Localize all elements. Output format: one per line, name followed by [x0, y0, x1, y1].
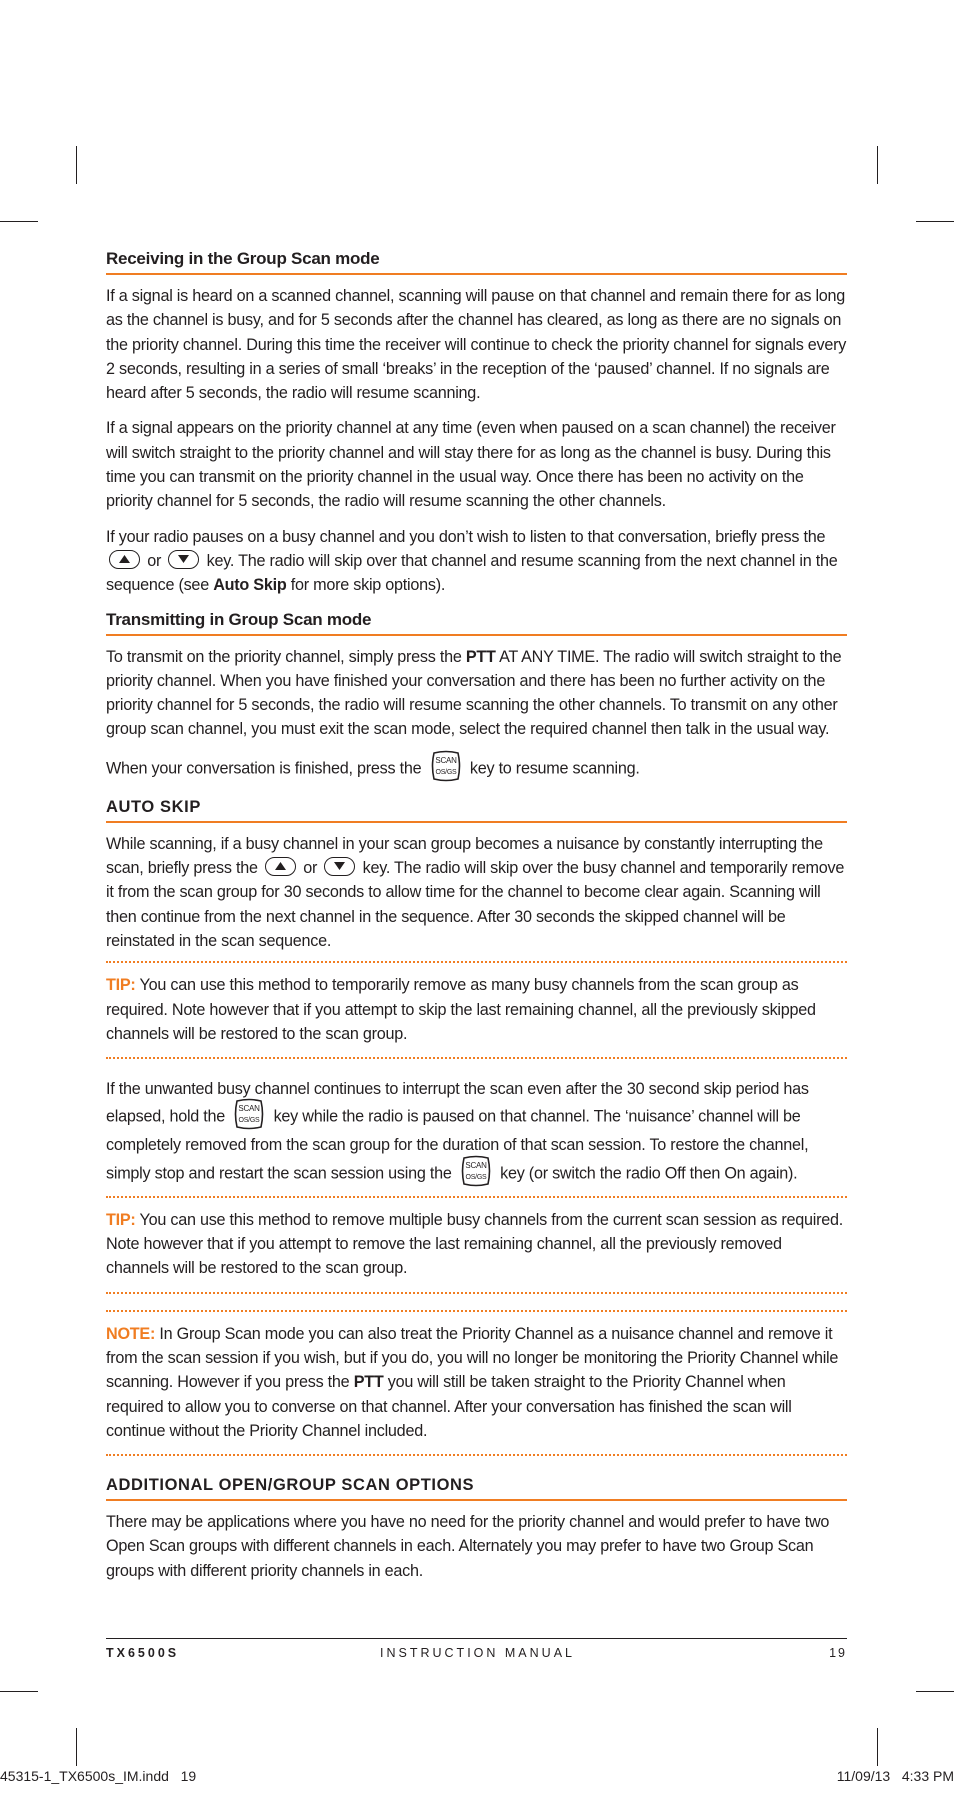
svg-text:SCAN: SCAN: [435, 755, 457, 765]
scan-key-icon: [459, 1155, 493, 1187]
svg-text:SCAN: SCAN: [238, 1104, 260, 1114]
slug-date-info: 11/09/13 4:33 PM: [836, 1768, 954, 1784]
down-arrow-key-icon: [324, 857, 355, 876]
up-arrow-key-icon: [265, 857, 296, 876]
down-arrow-key-icon: [168, 550, 199, 569]
tip-text: You can use this method to remove multiple busy channels from the current scan session as required. Note however that if you attempt to remove the last remaining channel, all the previously removed channels will be restored to the scan group.: [106, 1210, 844, 1278]
section-heading-transmitting: Transmitting in Group Scan mode: [106, 609, 847, 636]
crop-mark: [76, 1728, 77, 1766]
auto-skip-paragraph-1: While scanning, if a busy channel in your scan group becomes a nuisance by constantly interrupting the scan, briefly press the or key. The radio will skip over the busy channel and temporarily remove it from the scan group for 30 seconds to allow time for the channel to become clear again. Scanning will then continue from the next channel in the sequence. After 30 seconds the skipped channel will be reinstated in the scan sequence.: [106, 834, 845, 950]
footer-model: TX6500S: [106, 1646, 180, 1660]
page-content: [106, 248, 847, 1594]
section-heading-receiving: Receiving in the Group Scan mode: [106, 248, 847, 275]
svg-text:OS/GS: OS/GS: [238, 1117, 260, 1125]
transmitting-paragraph-1: To transmit on the priority channel, simply press the PTT AT ANY TIME. The radio will switch straight to the priority channel. When you have finished your conversation and there has been no further activity on the priority channel for 5 seconds, the radio will resume scanning the other channels. To transmit on any other group scan channel, you must exit the scan mode, select the required channel then talk in the usual way.: [106, 647, 842, 739]
receiving-paragraph-2: If a signal appears on the priority channel at any time (even when paused on a scan channel) the receiver will switch straight to the priority channel and will stay there for as long as the channel is busy. During this time you can transmit on the priority channel in the usual way. Once there has been no activity on the priority channel for 5 seconds, the radio will resume scanning the other channels.: [106, 419, 836, 511]
footer-manual-title: INSTRUCTION MANUAL: [380, 1646, 575, 1660]
tip-box: [106, 963, 847, 1057]
tip-box: [106, 1198, 847, 1292]
additional-paragraph-1: There may be applications where you have no need for the priority channel and would prefer to have two Open Scan groups with different channels in each. Alternately you may prefer to have two Group Scan groups with different priority channels in each.: [106, 1513, 830, 1580]
divider: [106, 1454, 847, 1456]
divider: [106, 1057, 847, 1059]
crop-mark: [916, 221, 954, 222]
tip-label: TIP:: [106, 976, 136, 995]
receiving-paragraph-3: If your radio pauses on a busy channel and you don’t wish to listen to that conversation, briefly press the or key. The radio will skip over that channel and resume scanning from the next channel in the sequence (see Auto Skip for more skip options).: [106, 527, 838, 595]
up-arrow-key-icon: [109, 550, 140, 569]
crop-mark: [0, 1691, 38, 1692]
svg-text:OS/GS: OS/GS: [435, 768, 457, 776]
crop-mark: [76, 146, 77, 184]
section-heading-auto-skip: AUTO SKIP: [106, 796, 847, 823]
svg-text:OS/GS: OS/GS: [465, 1173, 487, 1181]
scan-key-icon: [232, 1098, 266, 1130]
svg-text:SCAN: SCAN: [465, 1160, 487, 1170]
crop-mark: [0, 221, 38, 222]
page-footer: [106, 1638, 847, 1664]
page-number: 19: [829, 1646, 847, 1660]
section-heading-additional: ADDITIONAL OPEN/GROUP SCAN OPTIONS: [106, 1474, 847, 1501]
divider: [106, 1292, 847, 1294]
transmitting-paragraph-2: When your conversation is finished, press the SCAN OS/GS key to resume scanning.: [106, 753, 847, 785]
note-box: NOTE: In Group Scan mode you can also treat the Priority Channel as a nuisance channel and remove it from the scan session if you wish, but if you do, you will no longer be monitoring the Priority Channel while scanning. However if you press the PTT you will still be taken straight to the Priority Channel when required to allow you to converse on that channel. After your conversation has finished the scan will continue without the Priority Channel included.: [106, 1324, 839, 1440]
crop-mark: [877, 146, 878, 184]
tip-text: You can use this method to temporarily remove as many busy channels from the scan group as required. Note however that if you attempt to skip the last remaining channel, all the previously skipped channels will be restored to the scan group.: [106, 976, 816, 1043]
note-label: NOTE:: [106, 1324, 156, 1343]
slug-file-info: 45315-1_TX6500s_IM.indd 19: [0, 1768, 197, 1784]
receiving-paragraph-1: If a signal is heard on a scanned channel, scanning will pause on that channel and remain there for as long as the channel is busy, and for 5 seconds after the channel has cleared, as long as there are no signals on the priority channel. During this time the receiver will continue to check the priority channel for signals every 2 seconds, resulting in a series of small ‘breaks’ in the reception of the ‘paused’ channel. If no signals are heard after 5 seconds, the radio will resume scanning.: [106, 287, 847, 403]
crop-mark: [877, 1728, 878, 1766]
tip-label: TIP:: [106, 1210, 136, 1229]
crop-mark: [916, 1691, 954, 1692]
auto-skip-paragraph-2: If the unwanted busy channel continues to interrupt the scan even after the 30 second skip period has elapsed, hold the SCAN OS/GS key while the radio is paused on that channel. The ‘nuisance’ channel will be completely removed from the scan group for the duration of that scan session. To restore the channel, simply stop and restart the scan session using the SCAN OS/GS key (or switch the radio Off then On again).: [106, 1077, 847, 1190]
scan-key-icon: [429, 750, 463, 782]
